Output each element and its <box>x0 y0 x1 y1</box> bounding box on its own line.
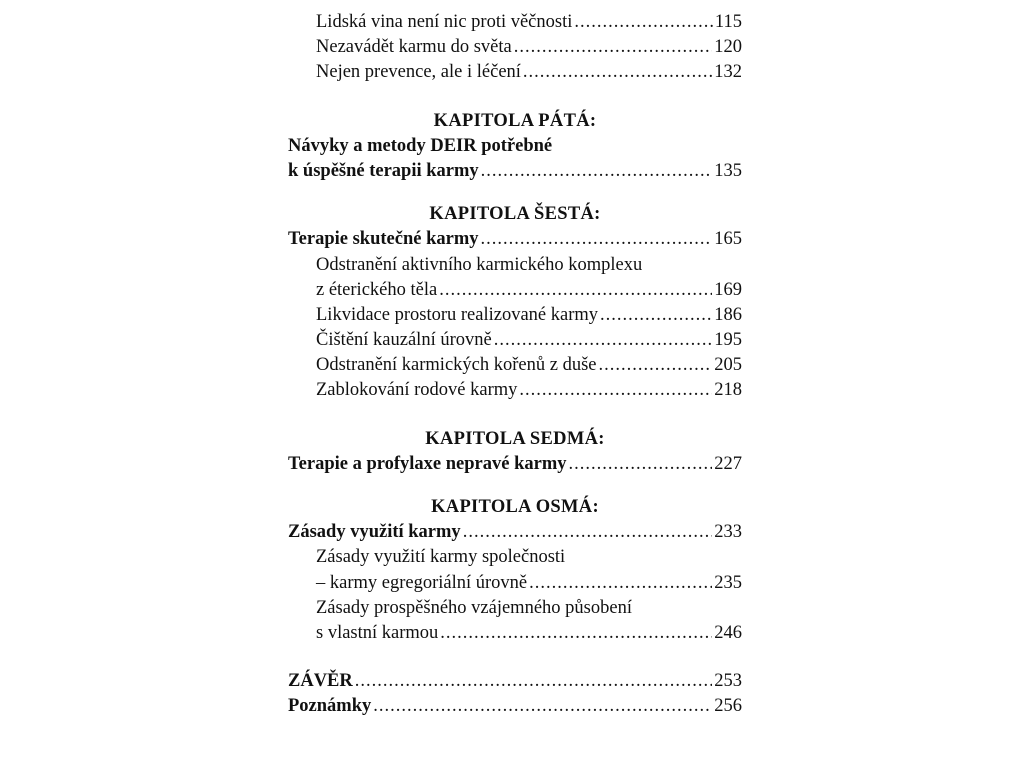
toc-entry <box>288 452 742 477</box>
dot-leader <box>600 303 712 328</box>
chapter-heading: KAPITOLA PÁTÁ: <box>433 110 597 131</box>
toc-entry <box>288 159 742 184</box>
dot-leader <box>523 60 712 85</box>
toc-entry <box>288 278 742 303</box>
toc-entry-page: 205 <box>714 355 742 376</box>
toc-entry-page: 120 <box>714 37 742 58</box>
toc-entry-title: Nezavádět karmu do světa <box>316 37 512 58</box>
toc-entry-title: Poznámky <box>288 696 372 717</box>
toc-entry-title: ZÁVĚR <box>288 671 353 692</box>
dot-leader <box>599 353 713 378</box>
toc-entry-title: s vlastní karmou <box>316 622 439 643</box>
dot-leader <box>529 571 712 596</box>
toc-entry-title: Čištění kauzální úrovně <box>316 330 492 351</box>
toc-entry-title: k úspěšné terapii karmy <box>288 160 479 181</box>
toc-entry-page: 195 <box>714 330 742 351</box>
toc-entry <box>288 571 742 596</box>
toc-entry <box>288 621 742 646</box>
toc-entry-title: Zásady využití karmy společnosti <box>316 547 566 568</box>
chapter-heading: KAPITOLA ŠESTÁ: <box>429 204 601 225</box>
toc-entry-title: – karmy egregoriální úrovně <box>316 572 528 593</box>
toc-entry <box>288 353 742 378</box>
toc-entry <box>288 596 742 621</box>
dot-leader <box>574 10 713 35</box>
dot-leader <box>440 621 712 646</box>
toc-entry-page: 135 <box>714 160 742 181</box>
toc-entry-title: Odstranění aktivního karmického komplexu <box>316 254 643 275</box>
toc-entry-title: Zablokování rodové karmy <box>316 380 518 401</box>
toc-entry-page: 169 <box>714 279 742 300</box>
toc-entry-page: 233 <box>714 522 742 543</box>
table-of-contents <box>288 10 742 720</box>
toc-entry-page: 115 <box>714 12 742 32</box>
toc-entry <box>288 669 742 694</box>
toc-entry <box>288 134 742 159</box>
toc-entry-page: 186 <box>714 304 742 325</box>
toc-entry-page: 165 <box>714 229 742 250</box>
toc-entry-title: Odstranění karmických kořenů z duše <box>316 355 597 376</box>
toc-entry-title: Návyky a metody DEIR potřebné <box>288 135 553 156</box>
toc-entry-title: Lidská vina není nic proti věčnosti <box>316 12 573 32</box>
toc-entry <box>288 60 742 85</box>
chapter-heading: KAPITOLA SEDMÁ: <box>425 428 605 449</box>
dot-leader <box>569 452 713 477</box>
dot-leader <box>514 35 713 60</box>
dot-leader <box>480 227 712 252</box>
dot-leader <box>373 694 712 719</box>
dot-leader <box>463 520 713 545</box>
chapter-heading: KAPITOLA OSMÁ: <box>431 497 599 517</box>
toc-entry <box>288 303 742 328</box>
toc-entry <box>288 227 742 252</box>
toc-entry <box>288 520 742 545</box>
toc-entry <box>288 35 742 60</box>
toc-entry-page: 246 <box>714 622 742 643</box>
toc-entry-title: Terapie a profylaxe nepravé karmy <box>288 453 567 474</box>
dot-leader <box>494 328 713 353</box>
toc-entry <box>288 694 742 719</box>
toc-entry-title: Nejen prevence, ale i léčení <box>316 62 521 83</box>
toc-entry-page: 235 <box>714 572 742 593</box>
toc-entry-page: 227 <box>714 453 742 474</box>
dot-leader <box>519 378 712 403</box>
toc-entry-page: 253 <box>714 671 742 692</box>
toc-entry-title: z éterického těla <box>316 279 438 300</box>
toc-entry <box>288 378 742 403</box>
toc-entry-page: 218 <box>714 380 742 401</box>
toc-entry-title: Terapie skutečné karmy <box>288 229 479 250</box>
dot-leader <box>481 159 713 184</box>
toc-entry-page: 132 <box>714 62 742 83</box>
dot-leader <box>439 278 712 303</box>
toc-entry-title: Likvidace prostoru realizované karmy <box>316 304 599 325</box>
toc-entry <box>288 253 742 278</box>
dot-leader <box>355 669 712 694</box>
toc-entry-page: 256 <box>714 696 742 717</box>
toc-entry-title: Zásady prospěšného vzájemného působení <box>316 597 632 618</box>
toc-entry <box>288 328 742 353</box>
toc-entry-title: Zásady využití karmy <box>288 522 461 543</box>
toc-entry <box>288 545 742 570</box>
toc-entry <box>288 10 742 35</box>
